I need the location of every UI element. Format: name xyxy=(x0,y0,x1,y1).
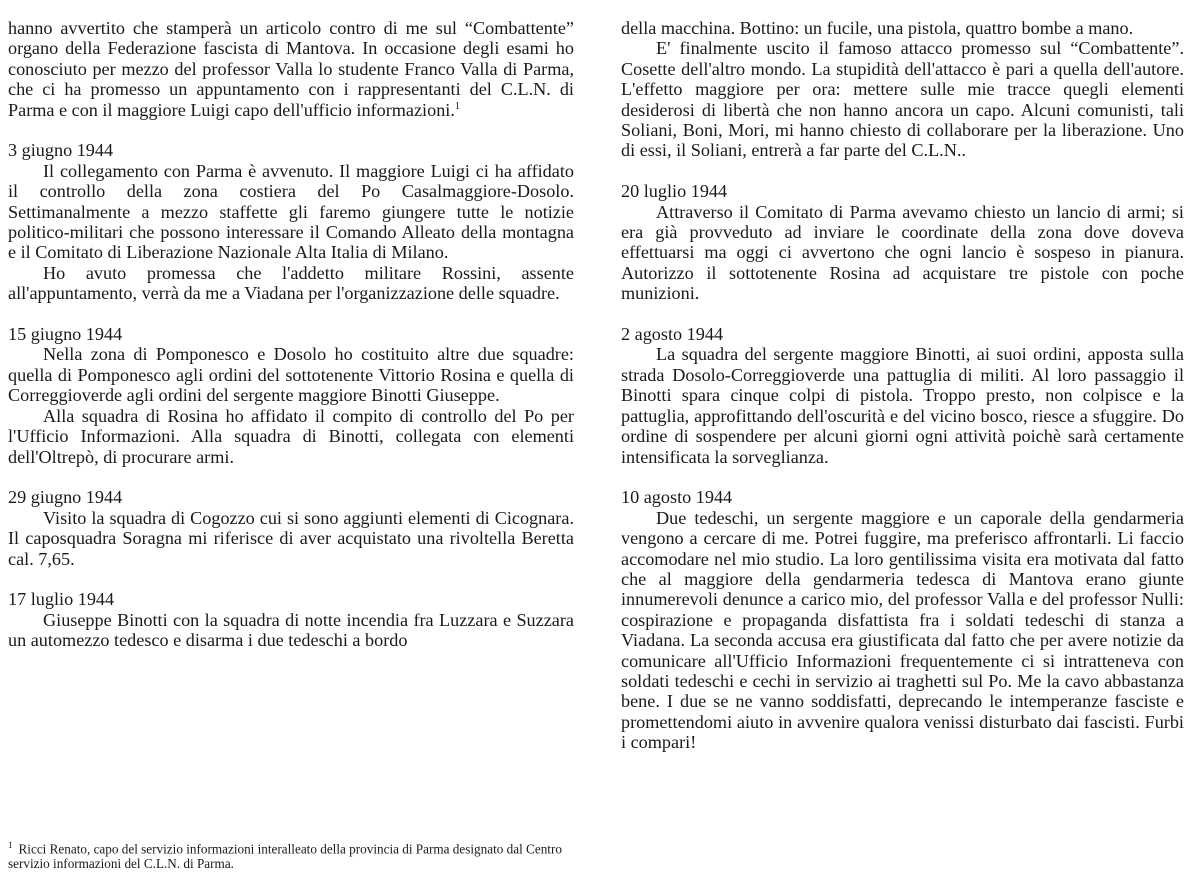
footnote-mark: 1 xyxy=(8,840,13,850)
diary-entry xyxy=(8,140,574,303)
entry-date: 29 giugno 1944 xyxy=(8,487,123,508)
left-column xyxy=(8,18,574,671)
footnote xyxy=(8,838,588,871)
diary-entry xyxy=(621,487,1184,752)
diary-entry xyxy=(621,181,1184,303)
entry-date: 2 agosto 1944 xyxy=(621,324,724,345)
entry-paragraph: Visito la squadra di Cogozzo cui si sono aggiunti elementi di Cicognara. Il caposquadra Soragna mi riferisce di aver acquistato una rivoltella Beretta cal. 7,65. xyxy=(8,507,574,569)
entry-paragraph: La squadra del sergente maggiore Binotti, ai suoi ordini, apposta sulla strada Dosolo-Correggioverde una pattuglia di militi. Al loro passaggio il Binotti spara cinque colpi di pistola. Troppo presto, non colpisce e la pattuglia, approfittando dell'oscurità e del vicino bosco, riesce a sfuggire. Do ordine di sospendere per alcuni giorni ogni attività poichè sarà certamente intensificata la sorveglianza. xyxy=(621,344,1184,467)
entry-paragraph: E' finalmente uscito il famoso attacco promesso sul “Combattente”. Cosette dell'altro mondo. La stupidità dell'attacco è pari a quella dell'autore. L'effetto maggiore per ora: mettere sulle mie tracce quegli elementi desiderosi di libertà che non hanno ancora un capo. Alcuni comunisti, tali Soliani, Boni, Mori, mi hanno chiesto di collaborare per la liberazione. Uno di essi, il Soliani, entrerà a far parte del C.L.N.. xyxy=(621,38,1184,161)
opening-paragraph: hanno avvertito che stamperà un articolo contro di me sul “Combattente” organo della Federazione fascista di Mantova. In occasione degli esami ho conosciuto per mezzo del professor Valla lo studente Franco Valla di Parma, che ci ha promesso un appuntamento con i rappresentanti del C.L.N. di Parma e con il maggiore Luigi capo dell'ufficio informazioni.$^1$ xyxy=(8,18,574,120)
entry-date: 20 luglio 1944 xyxy=(621,181,728,202)
diary-entry xyxy=(8,324,574,467)
entry-paragraph: Il collegamento con Parma è avvenuto. Il maggiore Luigi ci ha affidato il controllo della zona costiera del Po Casalmaggiore-Dosolo. Settimanalmente a mezzo staffette gli faremo giungere tutte le notizie politico-militari che possono interessare il Comando Alleato della montagna e il Comitato di Liberazione Nazionale Alta Italia di Milano. xyxy=(8,160,574,263)
footnote-text: Ricci Renato, capo del servizio informazioni interalleato della provincia di Parma designato dal Centro servizio informazioni del C.L.N. di Parma. xyxy=(8,841,562,872)
entry-paragraph: Attraverso il Comitato di Parma avevamo chiesto un lancio di armi; si era già provveduto ad inviare le coordinate della zona dove doveva effettuarsi ma oggi ci avvertono che ogni lancio è sospeso in pianura. Autorizzo il sottotenente Rosina ad acquistare tre pistole con poche munizioni. xyxy=(621,201,1184,304)
entry-date: 15 giugno 1944 xyxy=(8,324,123,345)
entry-paragraph: Ho avuto promessa che l'addetto militare Rossini, assente all'appuntamento, verrà da me a Viadana per l'organizzazione delle squadre. xyxy=(8,262,574,304)
entry-paragraph: Due tedeschi, un sergente maggiore e un caporale della gendarmeria vengono a cercare di me. Potrei fuggire, ma preferisco affrontarli. Li faccio accomodare nel mio studio. La loro gentilissima visita era motivata dal fatto che al maggiore della gendarmeria tedesca di Mantova erano giunte innumerevoli denunce a carico mio, del professor Valla e del professor Nulli: cospirazione e propaganda disfattista fra i soldati tedeschi di stanza a Viadana. La seconda accusa era giustificata dal fatto che per avere notizie da comunicare all'Ufficio Informazioni frequentemente ci si intratteneva con soldati tedeschi e cechi in servizio ai traghetti sul Po. Me la cavo abbastanza bene. I due se ne vanno soddisfatti, deprecando le intemperanze fasciste e promettendomi aiuto in avvenire qualora venissi disturbato dai fascisti. Furbi i compari! xyxy=(621,507,1184,753)
left-opening xyxy=(8,18,574,120)
diary-entry xyxy=(621,324,1184,467)
footnote-reference[interactable]: 1 xyxy=(454,100,460,112)
entry-paragraph: Nella zona di Pomponesco e Dosolo ho costituito altre due squadre: quella di Pomponesco agli ordini del sottotenente Vittorio Rosina e quella di Correggioverde agli ordini del sergente maggiore Binotti Giuseppe. xyxy=(8,344,574,406)
entry-date: 10 agosto 1944 xyxy=(621,487,733,508)
entry-paragraph: Giuseppe Binotti con la squadra di notte incendia fra Luzzara e Suzzara un automezzo tedesco e disarma i due tedeschi a bordo xyxy=(8,609,574,651)
diary-entry xyxy=(8,487,574,569)
right-column xyxy=(621,18,1184,773)
entry-paragraph: Alla squadra di Rosina ho affidato il compito di controllo del Po per l'Ufficio Informazioni. Alla squadra di Binotti, collegata con elementi dell'Oltrepò, di procurare armi. xyxy=(8,405,574,467)
diary-entry xyxy=(8,589,574,650)
opening-paragraph: della macchina. Bottino: un fucile, una pistola, quattro bombe a mano. xyxy=(621,18,1134,38)
entry-date: 17 luglio 1944 xyxy=(8,589,115,610)
entry-date: 3 giugno 1944 xyxy=(8,140,114,161)
right-opening xyxy=(621,18,1184,161)
